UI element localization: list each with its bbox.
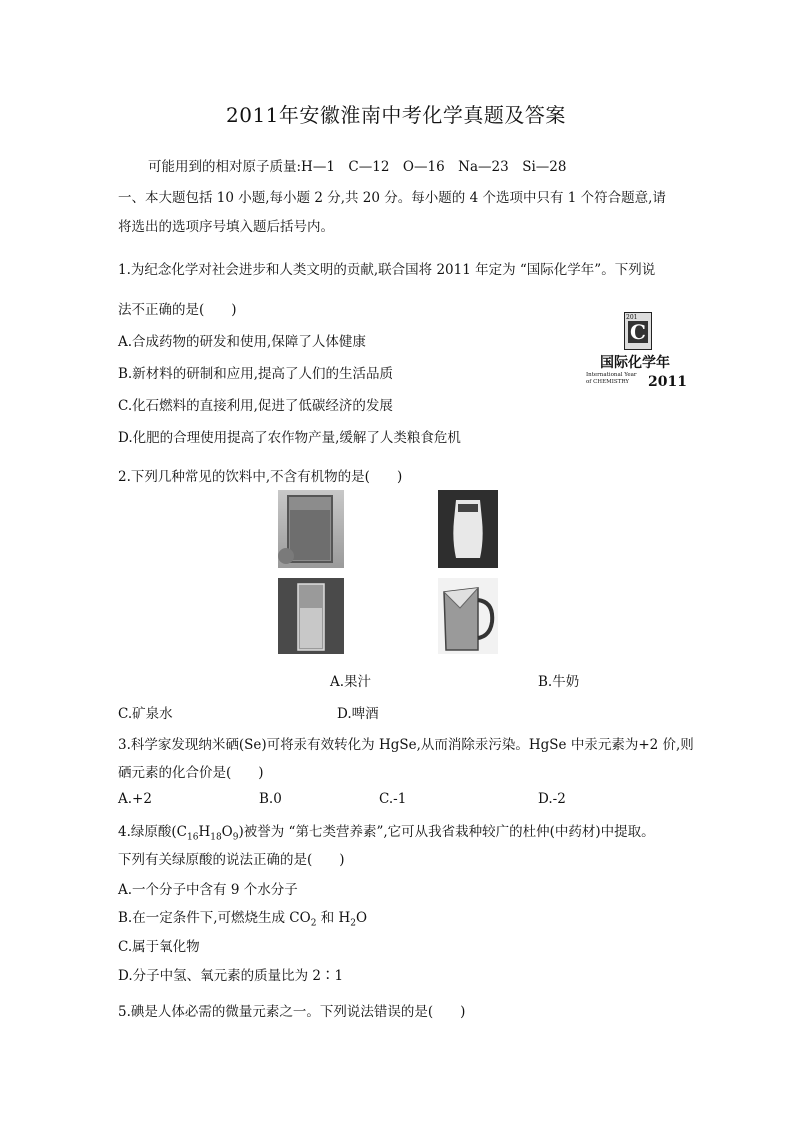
- q4-h-subscript: 18: [210, 832, 222, 843]
- q2-option-b: B.牛奶: [538, 674, 580, 690]
- logo-small-line1: International Year: [586, 372, 637, 378]
- q3-option-a: A.+2: [118, 791, 152, 807]
- logo-caption: 国际化学年: [600, 355, 670, 371]
- q4-stem-line2: 下列有关绿原酸的说法正确的是( ): [118, 852, 345, 868]
- q4-stem-pre: 4.绿原酸(C: [118, 824, 187, 840]
- q4-stem-post: )被誉为 “第七类营养素”,它可从我省栽种较广的杜仲(中药材)中提取。: [238, 824, 655, 840]
- juice-photo: [278, 490, 344, 568]
- q1-stem-line1: 1.为纪念化学对社会进步和人类文明的贡献,联合国将 2011 年定为 “国际化学年”。下列说: [118, 262, 656, 278]
- q4-option-d: D.分子中氢、氧元素的质量比为 2∶1: [118, 968, 344, 984]
- q4-c-subscript: 16: [186, 832, 199, 843]
- q1-option-c: C.化石燃料的直接利用,促进了低碳经济的发展: [118, 398, 393, 414]
- q4-option-b: [118, 906, 367, 929]
- q1-option-d: D.化肥的合理使用提高了农作物产量,缓解了人类粮食危机: [118, 430, 461, 446]
- q5-stem: 5.碘是人体必需的微量元素之一。下列说法错误的是( ): [118, 1004, 466, 1020]
- q4-b-pre: B.在一定条件下,可燃烧生成 CO: [118, 910, 311, 926]
- page-title: 2011年安徽淮南中考化学真题及答案: [226, 103, 566, 127]
- q4-o-subscript: 9: [232, 832, 239, 843]
- beer-mug-icon: [438, 578, 498, 654]
- water-glass-icon: [278, 578, 344, 654]
- q4-option-c: C.属于氧化物: [118, 939, 200, 955]
- mineral-water-photo: [278, 578, 344, 654]
- q1-option-b: B.新材料的研制和应用,提高了人们的生活品质: [118, 366, 394, 382]
- milk-cup-icon: [438, 490, 498, 568]
- q1-option-a: A.合成药物的研发和使用,保障了人体健康: [118, 334, 366, 350]
- q4-b-sub2: 2: [350, 918, 357, 929]
- q3-option-b: B.0: [259, 791, 282, 807]
- q4-option-a: A.一个分子中含有 9 个水分子: [118, 882, 298, 898]
- glass-icon: [278, 490, 344, 568]
- logo-year-top: 201: [626, 314, 638, 321]
- q3-option-d: D.-2: [538, 791, 566, 807]
- chemistry-year-logo: [586, 308, 686, 398]
- q4-h: H: [198, 824, 211, 840]
- section-intro-line2: 将选出的选项序号填入题后括号内。: [118, 219, 334, 235]
- q3-stem-line2: 硒元素的化合价是( ): [118, 765, 264, 781]
- q3-stem-line1: 3.科学家发现纳米硒(Se)可将汞有效转化为 HgSe,从而消除汞污染。HgSe 中汞元素为+2 价,则: [118, 737, 694, 753]
- logo-year: 2011: [648, 374, 687, 390]
- q4-b-mid: 和 H: [316, 910, 351, 926]
- q2-option-a: A.果汁: [330, 674, 372, 690]
- logo-small-line2: of CHEMISTRY: [586, 379, 629, 385]
- logo-small-text: [586, 372, 637, 386]
- section-intro-line1: 一、本大题包括 10 小题,每小题 2 分,共 20 分。每小题的 4 个选项中只有 1 个符合题意,请: [118, 190, 666, 206]
- q1-stem-line2: 法不正确的是( ): [118, 302, 237, 318]
- q4-b-post: O: [356, 910, 368, 926]
- logo-emblem: [624, 312, 652, 350]
- q3-option-c: C.-1: [379, 791, 407, 807]
- milk-photo: [438, 490, 498, 568]
- beer-photo: [438, 578, 498, 654]
- q2-stem: 2.下列几种常见的饮料中,不含有机物的是( ): [118, 469, 403, 485]
- q4-b-sub1: 2: [310, 918, 317, 929]
- q2-option-c: C.矿泉水: [118, 706, 173, 722]
- q2-option-d: D.啤酒: [337, 706, 379, 722]
- q4-o: O: [221, 824, 233, 840]
- logo-letter: C: [628, 321, 648, 343]
- q4-stem-line1: [118, 820, 655, 843]
- atomic-masses: 可能用到的相对原子质量:H—1 C—12 O—16 Na—23 Si—28: [148, 159, 567, 175]
